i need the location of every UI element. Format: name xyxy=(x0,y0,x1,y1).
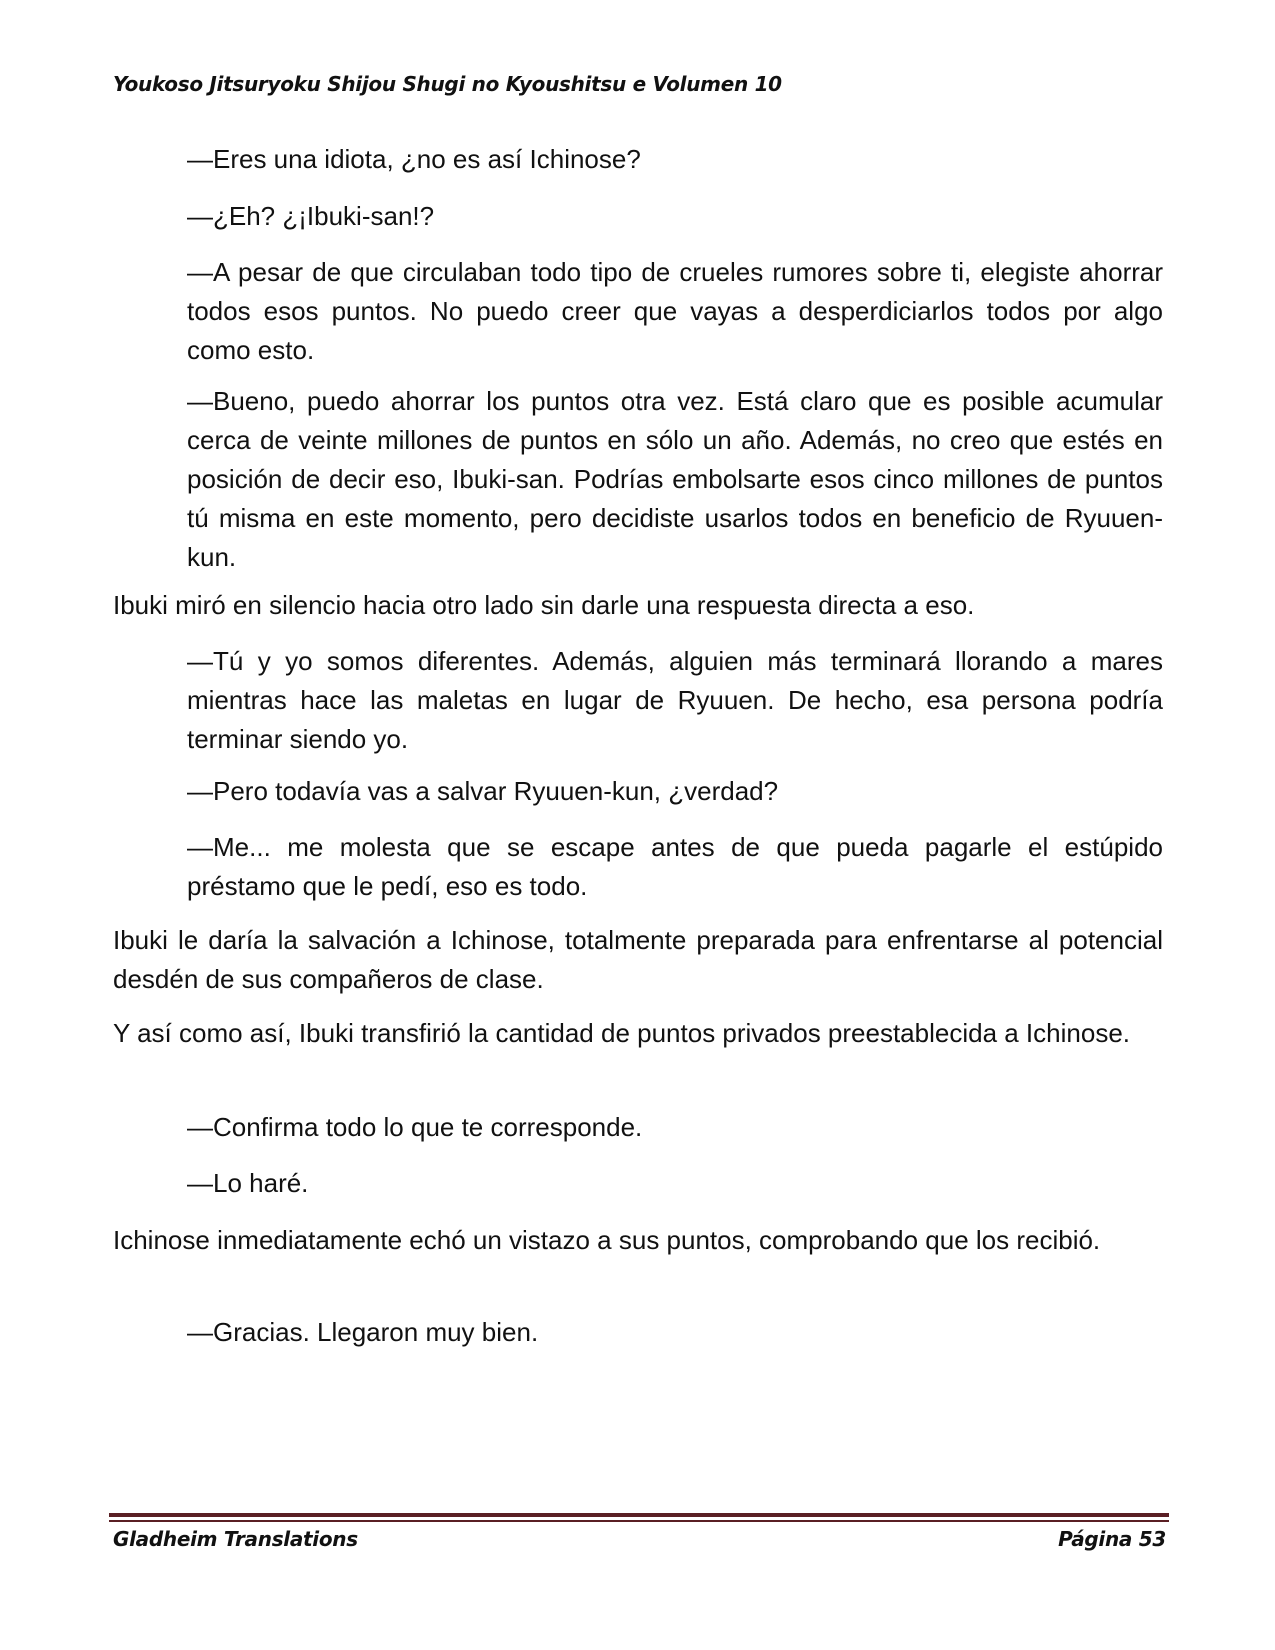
narration-paragraph: Ibuki le daría la salvación a Ichinose, totalmente preparada para enfrentarse al potencial desdén de sus compañeros de clase. xyxy=(113,925,1163,994)
narration-paragraph: Ichinose inmediatamente echó un vistazo a sus puntos, comprobando que los recibió. xyxy=(113,1225,1101,1255)
dialog-paragraph: —A pesar de que circulaban todo tipo de crueles rumores sobre ti, elegiste ahorrar todos esos puntos. No puedo creer que vayas a desperdiciarlos todos por algo como esto. xyxy=(187,257,1163,365)
dialog-paragraph: —Lo haré. xyxy=(187,1168,309,1198)
narration-paragraph: Ibuki miró en silencio hacia otro lado sin darle una respuesta directa a eso. xyxy=(113,590,975,620)
dialog-paragraph: —Gracias. Llegaron muy bien. xyxy=(187,1317,539,1347)
footer-divider-thin xyxy=(109,1520,1169,1522)
header-title: Youkoso Jitsuryoku Shijou Shugi no Kyoushitsu e Volumen 10 xyxy=(113,72,782,96)
dialog-paragraph: —Me... me molesta que se escape antes de que pueda pagarle el estúpido préstamo que le pedí, eso es todo. xyxy=(187,832,1163,901)
footer-translator: Gladheim Translations xyxy=(113,1527,358,1551)
narration-paragraph: Y así como así, Ibuki transfirió la cantidad de puntos privados preestablecida a Ichinose. xyxy=(113,1018,1130,1048)
dialog-paragraph: —Tú y yo somos diferentes. Además, alguien más terminará llorando a mares mientras hace las maletas en lugar de Ryuuen. De hecho, esa persona podría terminar siendo yo. xyxy=(187,646,1163,754)
dialog-paragraph: —Bueno, puedo ahorrar los puntos otra vez. Está claro que es posible acumular cerca de veinte millones de puntos en sólo un año. Además, no creo que estés en posición de decir eso, Ibuki-san. Podrías embolsarte esos cinco millones de puntos tú misma en este momento, pero decidiste usarlos todos en beneficio de Ryuuen-kun. xyxy=(187,386,1163,572)
dialog-paragraph: —Pero todavía vas a salvar Ryuuen-kun, ¿verdad? xyxy=(187,776,779,806)
footer-divider-thick xyxy=(109,1513,1169,1517)
footer-page-number: Página 53 xyxy=(1058,1527,1166,1551)
dialog-paragraph: —Eres una idiota, ¿no es así Ichinose? xyxy=(187,144,641,174)
dialog-paragraph: —¿Eh? ¿¡Ibuki-san!? xyxy=(187,201,435,231)
dialog-paragraph: —Confirma todo lo que te corresponde. xyxy=(187,1112,643,1142)
